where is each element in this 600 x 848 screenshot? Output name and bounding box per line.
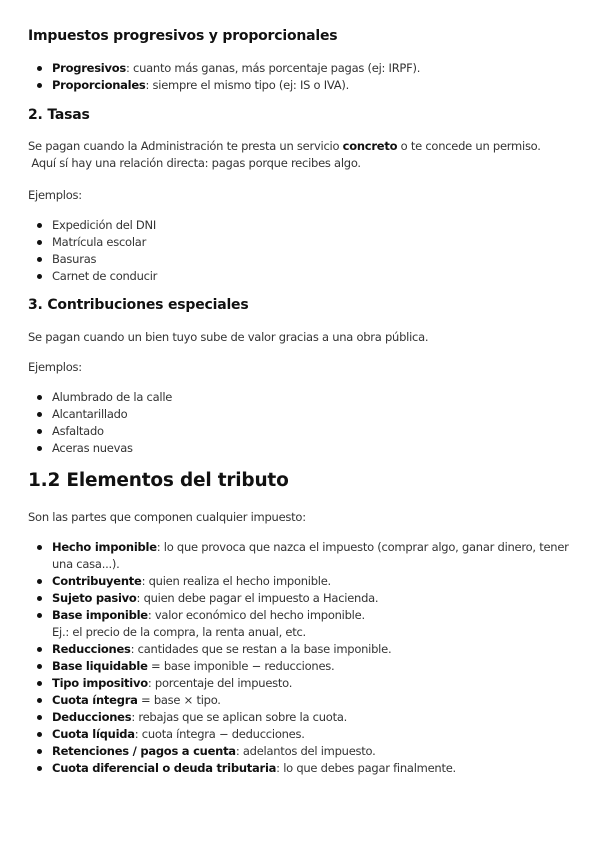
list-item: Base imponible: valor económico del hecho imponible. Ej.: el precio de la compra, la renta anual, etc.: [28, 607, 576, 641]
section-heading-contribuciones: 3. Contribuciones especiales: [28, 297, 249, 313]
section-heading-tasas: 2. Tasas: [28, 107, 90, 123]
section-heading-elementos: 1.2 Elementos del tributo: [28, 470, 289, 491]
list-item: Cuota diferencial o deuda tributaria: lo que debes pagar finalmente.: [28, 760, 576, 777]
list-item: Matrícula escolar: [28, 234, 576, 251]
list-item: Asfaltado: [28, 423, 576, 440]
list-item: Cuota líquida: cuota íntegra − deducciones.: [28, 726, 576, 743]
ejemplos-label: Ejemplos:: [28, 188, 82, 202]
tasas-examples-list: [28, 217, 576, 285]
list-item: Basuras: [28, 251, 576, 268]
list-item: Cuota íntegra = base × tipo.: [28, 692, 576, 709]
elementos-intro: Son las partes que componen cualquier impuesto:: [28, 510, 306, 524]
list-item: Alumbrado de la calle: [28, 389, 576, 406]
list-item: Deducciones: rebajas que se aplican sobre la cuota.: [28, 709, 576, 726]
section-heading-impuestos: Impuestos progresivos y proporcionales: [28, 28, 338, 44]
list-item: Tipo impositivo: porcentaje del impuesto.: [28, 675, 576, 692]
progresivos-list: [28, 60, 576, 94]
list-item: Retenciones / pagos a cuenta: adelantos del impuesto.: [28, 743, 576, 760]
tasas-paragraph: Se pagan cuando la Administración te presta un servicio concreto o te concede un permiso. Aquí sí hay una relación directa: pagas porque recibes algo.: [28, 139, 541, 170]
list-item: Contribuyente: quien realiza el hecho imponible.: [28, 573, 576, 590]
list-item: Expedición del DNI: [28, 217, 576, 234]
contribuciones-examples-list: [28, 389, 576, 457]
list-item: Aceras nuevas: [28, 440, 576, 457]
list-item: Progresivos: cuanto más ganas, más porcentaje pagas (ej: IRPF).: [28, 60, 576, 77]
elementos-list: [28, 539, 576, 777]
list-item: Base liquidable = base imponible − reducciones.: [28, 658, 576, 675]
list-item: Alcantarillado: [28, 406, 576, 423]
list-item: Carnet de conducir: [28, 268, 576, 285]
contribuciones-paragraph: Se pagan cuando un bien tuyo sube de valor gracias a una obra pública.: [28, 330, 429, 344]
ejemplos-label: Ejemplos:: [28, 360, 82, 374]
list-item: Proporcionales: siempre el mismo tipo (ej: IS o IVA).: [28, 77, 576, 94]
list-item: Sujeto pasivo: quien debe pagar el impuesto a Hacienda.: [28, 590, 576, 607]
list-item: Hecho imponible: lo que provoca que nazca el impuesto (comprar algo, ganar dinero, tener una casa...).: [28, 539, 576, 573]
list-item: Reducciones: cantidades que se restan a la base imponible.: [28, 641, 576, 658]
